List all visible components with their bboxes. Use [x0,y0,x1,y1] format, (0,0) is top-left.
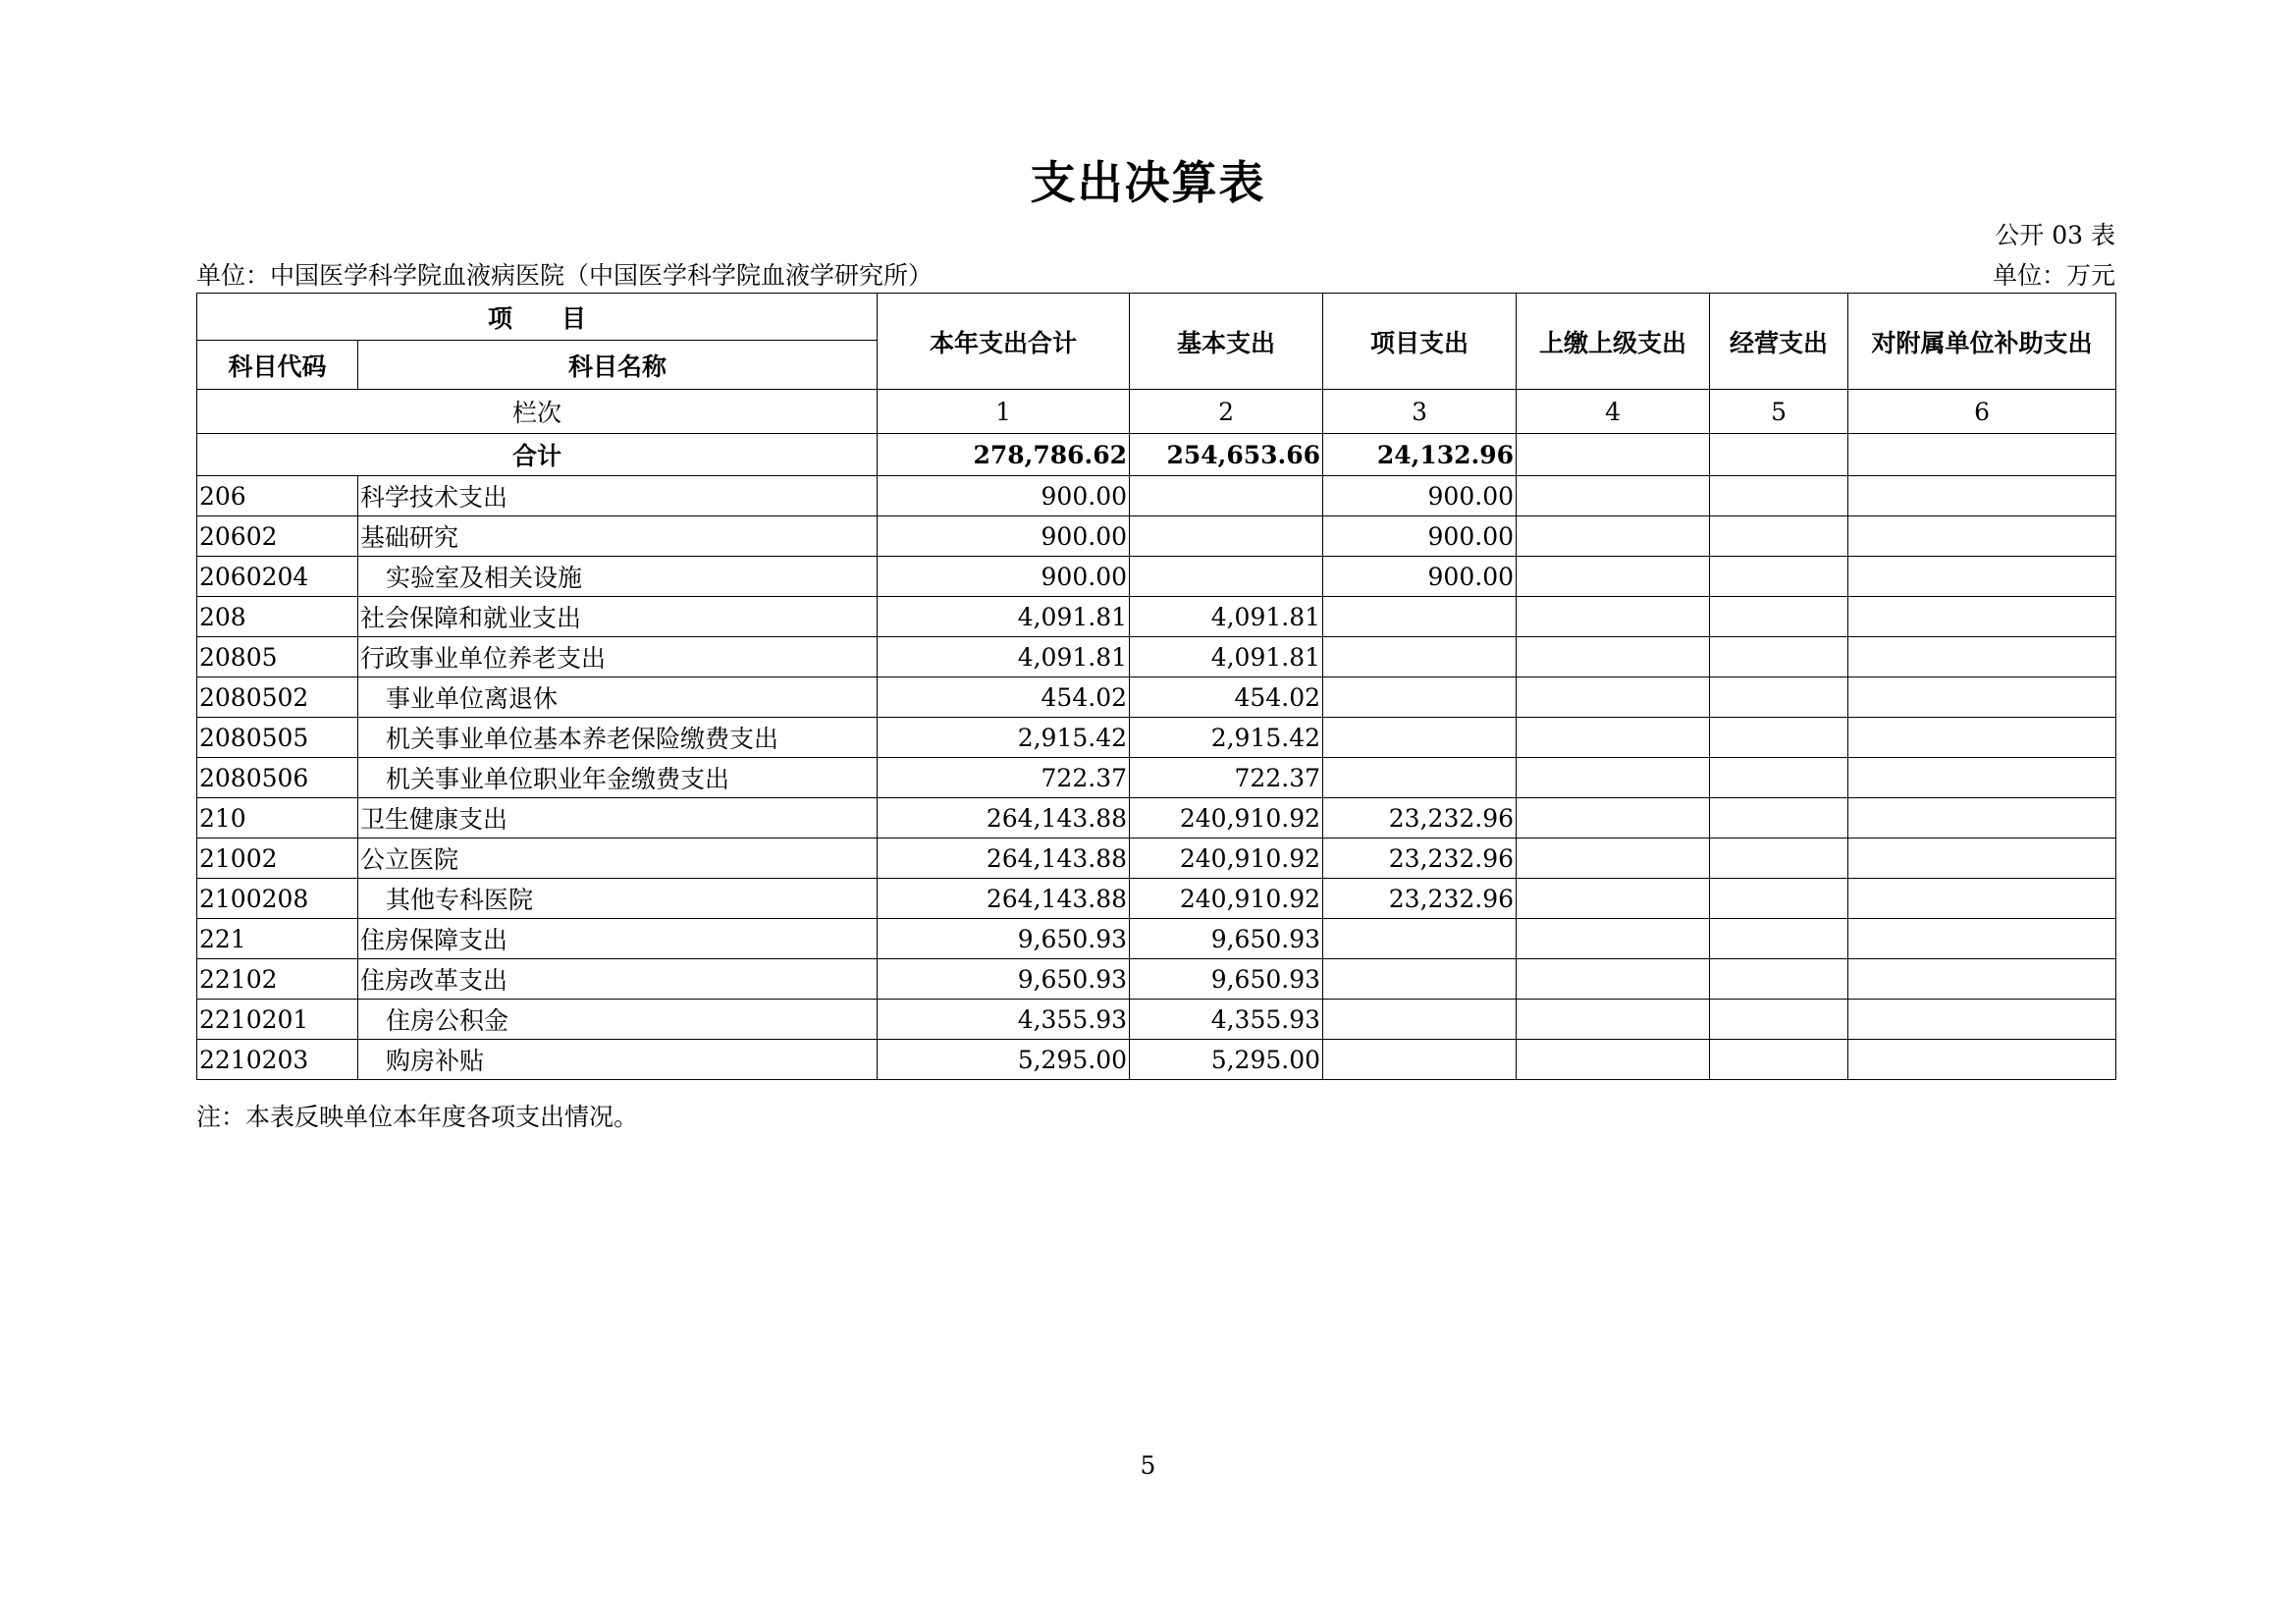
row-remit-expense [1517,557,1710,597]
page-number: 5 [1140,1451,1156,1480]
row-basic-expense: 722.37 [1130,758,1323,798]
table-row [197,516,2116,557]
header-col-total: 本年支出合计 [878,294,1130,390]
row-total-expense: 2,915.42 [878,718,1130,758]
row-basic-expense: 9,650.93 [1130,919,1323,959]
row-business-expense [1710,637,1848,677]
row-remit-expense [1517,597,1710,637]
row-code: 22102 [197,959,358,1000]
row-basic-expense [1130,516,1323,557]
currency-unit: 单位：万元 [1992,261,2115,290]
total-v5 [1710,434,1848,476]
row-code: 21002 [197,839,358,879]
row-total-expense: 4,091.81 [878,637,1130,677]
row-project-expense [1323,718,1517,758]
table-row [197,879,2116,919]
table-row [197,758,2116,798]
row-basic-expense [1130,557,1323,597]
row-project-expense: 23,232.96 [1323,879,1517,919]
row-total-expense: 454.02 [878,677,1130,718]
row-project-expense [1323,758,1517,798]
row-project-expense [1323,637,1517,677]
table-row [197,1040,2116,1080]
row-business-expense [1710,597,1848,637]
row-project-expense: 23,232.96 [1323,798,1517,839]
row-remit-expense [1517,1000,1710,1040]
row-basic-expense: 5,295.00 [1130,1040,1323,1080]
row-name: 住房改革支出 [358,959,878,1000]
row-business-expense [1710,919,1848,959]
total-v1: 278,786.62 [878,434,1130,476]
row-subsidy-expense [1848,516,2116,557]
table-row [197,637,2116,677]
table-row [197,718,2116,758]
row-total-expense: 264,143.88 [878,879,1130,919]
row-code: 2080505 [197,718,358,758]
column-number-row [197,390,2116,434]
row-code: 2210201 [197,1000,358,1040]
row-total-expense: 900.00 [878,516,1130,557]
row-project-expense [1323,597,1517,637]
header-col-basic: 基本支出 [1130,294,1323,390]
row-name: 住房公积金 [358,1000,878,1040]
row-business-expense [1710,516,1848,557]
row-subsidy-expense [1848,798,2116,839]
row-total-expense: 9,650.93 [878,959,1130,1000]
row-subsidy-expense [1848,557,2116,597]
row-project-expense: 23,232.96 [1323,839,1517,879]
row-remit-expense [1517,637,1710,677]
row-subsidy-expense [1848,1000,2116,1040]
row-subsidy-expense [1848,718,2116,758]
row-project-expense: 900.00 [1323,557,1517,597]
total-v3: 24,132.96 [1323,434,1517,476]
expenditure-table [196,293,2116,1080]
row-total-expense: 9,650.93 [878,919,1130,959]
row-remit-expense [1517,758,1710,798]
row-subsidy-expense [1848,677,2116,718]
row-basic-expense: 240,910.92 [1130,839,1323,879]
row-code: 206 [197,476,358,516]
row-business-expense [1710,798,1848,839]
row-total-expense: 900.00 [878,476,1130,516]
row-code: 221 [197,919,358,959]
row-total-expense: 722.37 [878,758,1130,798]
row-total-expense: 264,143.88 [878,839,1130,879]
row-subsidy-expense [1848,597,2116,637]
row-subsidy-expense [1848,839,2116,879]
row-business-expense [1710,879,1848,919]
row-name: 社会保障和就业支出 [358,597,878,637]
row-subsidy-expense [1848,959,2116,1000]
row-basic-expense: 4,091.81 [1130,637,1323,677]
row-remit-expense [1517,959,1710,1000]
row-project-expense: 900.00 [1323,476,1517,516]
row-total-expense: 264,143.88 [878,798,1130,839]
row-remit-expense [1517,1040,1710,1080]
row-code: 20805 [197,637,358,677]
row-name: 卫生健康支出 [358,798,878,839]
row-total-expense: 900.00 [878,557,1130,597]
row-business-expense [1710,476,1848,516]
row-basic-expense: 4,355.93 [1130,1000,1323,1040]
row-project-expense [1323,677,1517,718]
total-row [197,434,2116,476]
row-business-expense [1710,557,1848,597]
header-col-remit: 上缴上级支出 [1517,294,1710,390]
colno-6: 6 [1848,390,2116,434]
row-code: 2060204 [197,557,358,597]
row-subsidy-expense [1848,758,2116,798]
row-total-expense: 4,355.93 [878,1000,1130,1040]
row-name: 购房补贴 [358,1040,878,1080]
row-code: 210 [197,798,358,839]
row-business-expense [1710,718,1848,758]
row-subsidy-expense [1848,919,2116,959]
row-project-expense [1323,959,1517,1000]
row-code: 2100208 [197,879,358,919]
row-name: 机关事业单位基本养老保险缴费支出 [358,718,878,758]
row-code: 2210203 [197,1040,358,1080]
row-remit-expense [1517,919,1710,959]
total-label: 合计 [197,434,878,476]
row-business-expense [1710,677,1848,718]
page-title: 支出决算表 [1030,156,1266,209]
row-subsidy-expense [1848,637,2116,677]
row-total-expense: 4,091.81 [878,597,1130,637]
total-v4 [1517,434,1710,476]
row-remit-expense [1517,718,1710,758]
row-project-expense [1323,919,1517,959]
table-row [197,919,2116,959]
row-business-expense [1710,758,1848,798]
colno-3: 3 [1323,390,1517,434]
table-row [197,1000,2116,1040]
row-remit-expense [1517,798,1710,839]
table-note: 注：本表反映单位本年度各项支出情况。 [196,1103,639,1131]
row-name: 科学技术支出 [358,476,878,516]
row-business-expense [1710,1040,1848,1080]
header-col-business: 经营支出 [1710,294,1848,390]
colno-1: 1 [878,390,1130,434]
row-name: 实验室及相关设施 [358,557,878,597]
row-basic-expense: 4,091.81 [1130,597,1323,637]
row-remit-expense [1517,516,1710,557]
row-name: 住房保障支出 [358,919,878,959]
total-v2: 254,653.66 [1130,434,1323,476]
row-code: 2080506 [197,758,358,798]
table-row [197,798,2116,839]
row-remit-expense [1517,879,1710,919]
row-name: 其他专科医院 [358,879,878,919]
row-basic-expense: 454.02 [1130,677,1323,718]
row-project-expense [1323,1040,1517,1080]
row-name: 行政事业单位养老支出 [358,637,878,677]
header-code: 科目代码 [197,341,358,390]
row-name: 基础研究 [358,516,878,557]
table-row [197,677,2116,718]
row-subsidy-expense [1848,476,2116,516]
colno-label: 栏次 [197,390,878,434]
row-name: 公立医院 [358,839,878,879]
row-code: 208 [197,597,358,637]
row-project-expense: 900.00 [1323,516,1517,557]
colno-2: 2 [1130,390,1323,434]
header-col-subsidy: 对附属单位补助支出 [1848,294,2116,390]
row-name: 机关事业单位职业年金缴费支出 [358,758,878,798]
row-basic-expense: 240,910.92 [1130,798,1323,839]
row-code: 2080502 [197,677,358,718]
row-code: 20602 [197,516,358,557]
row-basic-expense: 240,910.92 [1130,879,1323,919]
row-project-expense [1323,1000,1517,1040]
row-name: 事业单位离退休 [358,677,878,718]
header-col-project: 项目支出 [1323,294,1517,390]
row-subsidy-expense [1848,1040,2116,1080]
row-basic-expense [1130,476,1323,516]
row-business-expense [1710,959,1848,1000]
reporting-unit: 单位：中国医学科学院血液病医院（中国医学科学院血液学研究所） [196,261,934,290]
table-row [197,476,2116,516]
row-remit-expense [1517,839,1710,879]
row-business-expense [1710,839,1848,879]
row-total-expense: 5,295.00 [878,1040,1130,1080]
table-row [197,597,2116,637]
row-basic-expense: 2,915.42 [1130,718,1323,758]
table-row [197,959,2116,1000]
row-remit-expense [1517,677,1710,718]
row-remit-expense [1517,476,1710,516]
row-basic-expense: 9,650.93 [1130,959,1323,1000]
table-row [197,557,2116,597]
colno-5: 5 [1710,390,1848,434]
form-number: 公开 03 表 [1995,221,2115,249]
table-row [197,839,2116,879]
row-subsidy-expense [1848,879,2116,919]
colno-4: 4 [1517,390,1710,434]
header-name: 科目名称 [358,341,878,390]
header-item: 项 目 [197,294,878,341]
row-business-expense [1710,1000,1848,1040]
total-v6 [1848,434,2116,476]
